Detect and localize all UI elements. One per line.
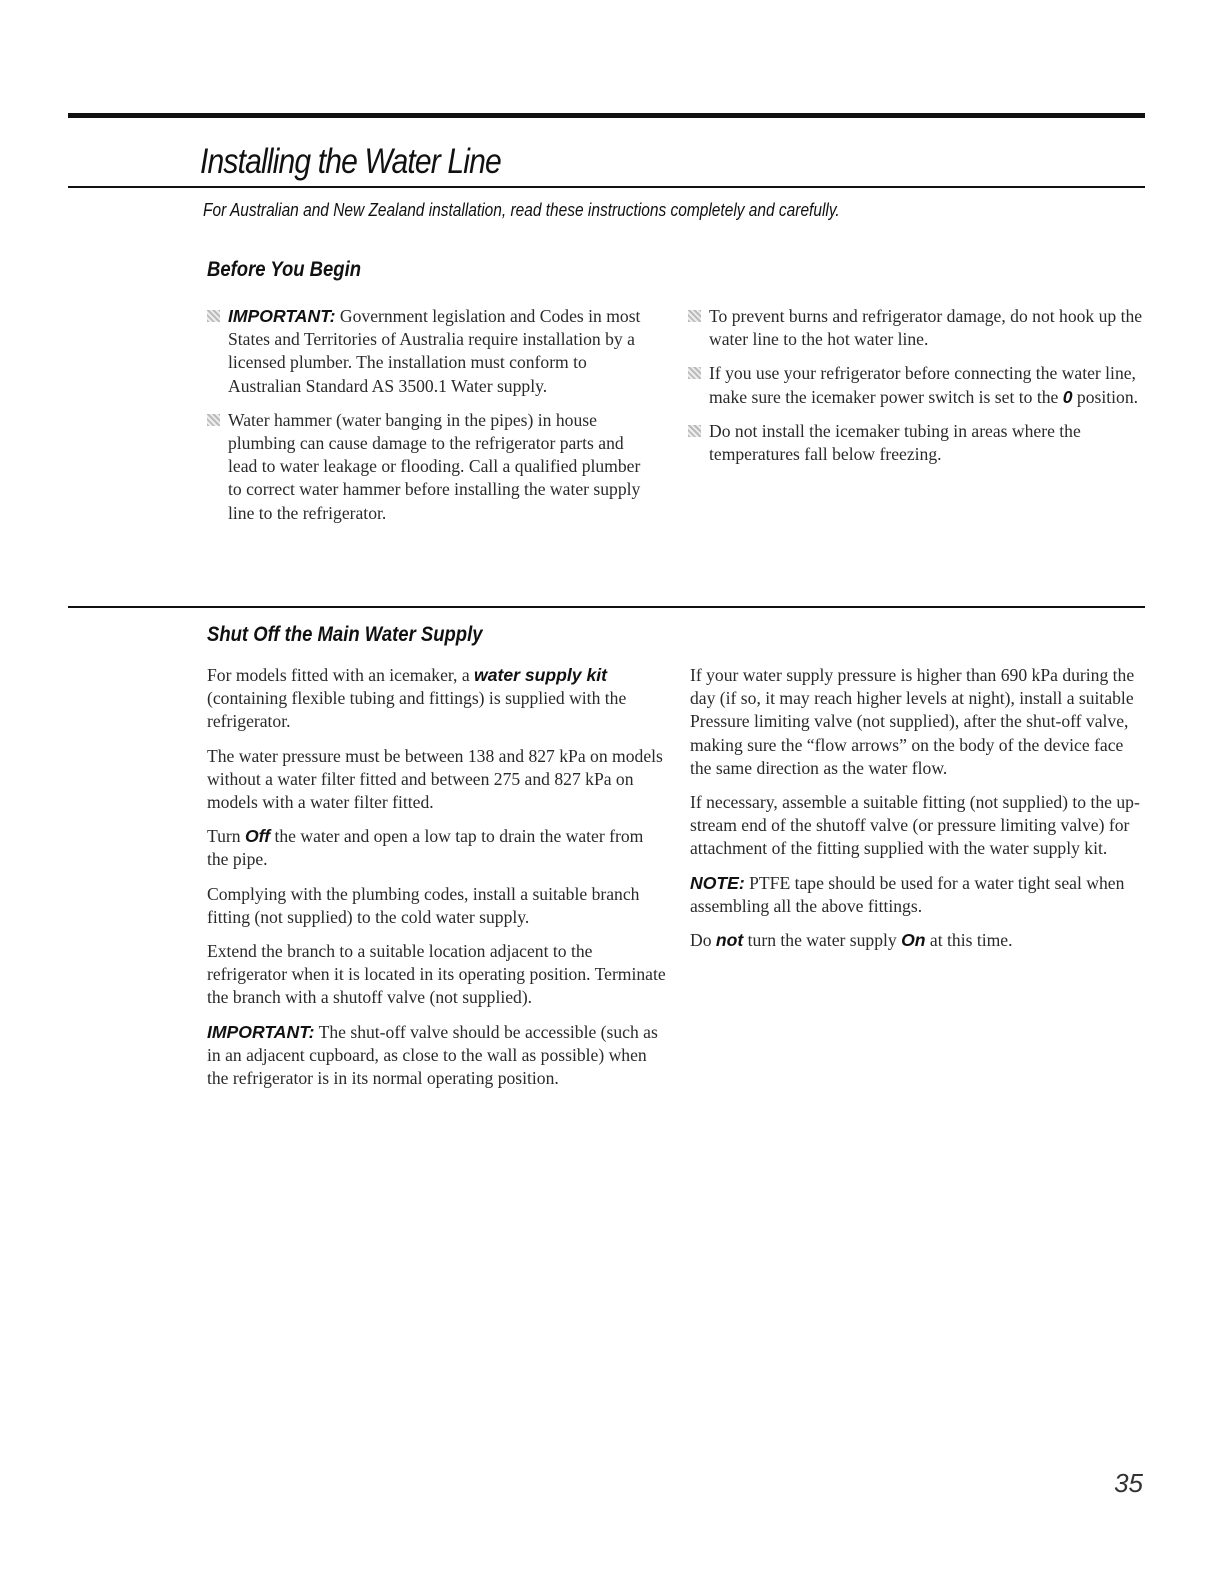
bullet-icon <box>688 310 701 322</box>
important-label: IMPORTANT: <box>207 1021 315 1042</box>
list-item-text: Do not install the icemaker tubing in areas where the temperatures fall below freezing. <box>709 420 1081 465</box>
list-item <box>688 420 1144 466</box>
text: at this time. <box>925 930 1013 951</box>
text: turn the water supply <box>743 930 902 951</box>
off-term: Off <box>244 826 271 847</box>
not-term: not <box>715 930 744 951</box>
paragraph <box>207 1021 667 1091</box>
important-label: IMPORTANT: <box>228 306 336 326</box>
list-item <box>688 362 1144 408</box>
section-heading-before-you-begin: Before You Begin <box>207 258 362 281</box>
list-item <box>688 305 1144 351</box>
list-item-text: If you use your refrigerator before connecting the water line, make sure the icemaker power switch is set to the <box>709 363 1136 407</box>
bullet-icon <box>688 367 701 379</box>
paragraph: If your water supply pressure is higher than 690 kPa during the day (if so, it may reach higher levels at night), install a suitable Pressure limiting valve (not supplied), after the shut-off valve, making sure the “flow arrows” on the body of the device face the same direction as the water flow. <box>690 665 1135 778</box>
paragraph <box>207 825 667 871</box>
bullet-icon <box>688 425 701 437</box>
list-item-text: Government legislation and Codes in most States and Territories of Australia require installation by a licensed plumber. The installation must conform to Australian Standard AS 3500.1 Water supply. <box>228 306 641 396</box>
text: Do <box>690 930 716 951</box>
page-title: Installing the Water Line <box>200 142 501 181</box>
paragraph: If necessary, assemble a suitable fitting (not supplied) to the up-stream end of the shutoff valve (or pressure limiting valve) for attachment of the fitting supplied with the water supply kit. <box>690 792 1140 859</box>
shut-off-left-column <box>207 664 667 1101</box>
list-item <box>207 305 657 398</box>
paragraph: Complying with the plumbing codes, install a suitable branch fitting (not supplied) to the cold water supply. <box>207 883 640 927</box>
title-underline <box>68 186 1145 188</box>
section-divider <box>68 606 1145 608</box>
page-number: 35 <box>1114 1468 1143 1498</box>
text: PTFE tape should be used for a water tight seal when assembling all the above fittings. <box>690 872 1125 916</box>
paragraph: The water pressure must be between 138 and 827 kPa on models without a water filter fitted and between 275 and 827 kPa on models with a water filter fitted. <box>207 745 663 813</box>
before-you-begin-right-column <box>688 305 1144 477</box>
bullet-icon <box>207 310 220 322</box>
bullet-icon <box>207 414 220 426</box>
list-item-text: Water hammer (water banging in the pipes) in house plumbing can cause damage to the refrigerator parts and lead to water leakage or flooding. Call a qualified plumber to correct water hammer before installing the water supply line to the refrigerator. <box>228 409 641 523</box>
position-zero: 0 <box>1062 386 1073 407</box>
list-item <box>207 409 657 525</box>
text: Turn <box>207 826 245 847</box>
water-supply-kit-term: water supply kit <box>474 665 608 685</box>
list-item-text-end: position. <box>1072 386 1139 407</box>
text: the water and open a low tap to drain the water from the pipe. <box>207 826 644 870</box>
text: The shut-off valve should be accessible (such as in an adjacent cupboard, as close to the wall as possible) when the refrigerator is in its normal operating position. <box>207 1021 658 1089</box>
paragraph: Extend the branch to a suitable location adjacent to the refrigerator when it is located in its operating position. Terminate the branch with a shutoff valve (not supplied). <box>207 941 666 1008</box>
paragraph <box>207 664 667 734</box>
page-subtitle: For Australian and New Zealand installation, read these instructions completely and carefully. <box>203 200 840 220</box>
list-item-text: To prevent burns and refrigerator damage, do not hook up the water line to the hot water line. <box>709 306 1143 350</box>
paragraph <box>690 872 1146 918</box>
top-rule <box>68 113 1145 118</box>
shut-off-right-column <box>690 664 1146 963</box>
note-label: NOTE: <box>690 872 745 893</box>
on-term: On <box>901 930 926 951</box>
before-you-begin-left-column <box>207 305 657 536</box>
section-heading-shut-off: Shut Off the Main Water Supply <box>207 623 483 646</box>
paragraph <box>690 929 1146 952</box>
text: For models fitted with an icemaker, a <box>207 665 475 685</box>
text: (containing flexible tubing and fittings) is supplied with the refrigerator. <box>207 688 627 732</box>
